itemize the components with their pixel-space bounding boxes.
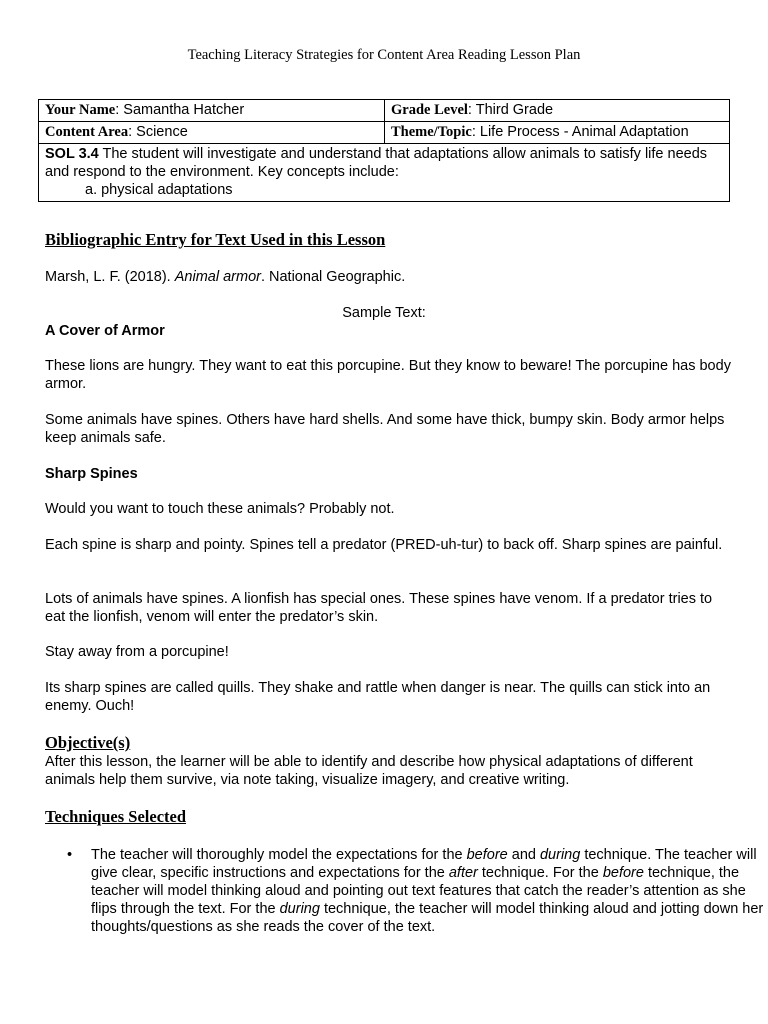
technique-before-1: before: [466, 847, 508, 863]
objectives-heading: Objective(s): [45, 733, 131, 752]
theme-value: : Life Process - Animal Adaptation: [471, 124, 689, 140]
content-area-cell: [39, 122, 385, 144]
paragraph-1: These lions are hungry. They want to eat this porcupine. But they know to beware! The porcupine has body armor.: [45, 358, 731, 392]
list-item: [67, 846, 768, 936]
name-cell: [39, 100, 385, 122]
sol-cell: [39, 144, 730, 202]
bullet-icon: •: [67, 847, 73, 863]
bibliography-entry: [45, 268, 735, 286]
techniques-heading: Techniques Selected: [45, 807, 187, 826]
technique-text-3: technique. The teacher will give clear, specific instructions and expectations for the: [91, 847, 757, 881]
lesson-info-table: [38, 99, 730, 202]
section-title-armor: A Cover of Armor: [45, 323, 165, 339]
techniques-list: [45, 846, 768, 936]
paragraph-5: Lots of animals have spines. A lionfish has special ones. These spines have venom. If a predator tries to eat the lionfish, venom will enter the predator’s skin.: [45, 591, 713, 625]
grade-value: : Third Grade: [467, 102, 554, 118]
technique-text-2: and: [507, 847, 540, 863]
technique-before-2: before: [602, 865, 644, 881]
document-title: Teaching Literacy Strategies for Content Area Reading Lesson Plan: [187, 47, 581, 63]
sample-text-label: Sample Text:: [342, 305, 426, 321]
technique-text-4: technique. For the: [477, 865, 603, 881]
name-value: : Samantha Hatcher: [115, 102, 245, 118]
grade-label: Grade Level: [391, 102, 468, 118]
paragraph-7: Its sharp spines are called quills. They shake and rattle when danger is near. The quills can stick into an enemy. Ouch!: [45, 680, 711, 714]
objectives-text: After this lesson, the learner will be able to identify and describe how physical adaptations of different animals help them survive, via note taking, visualize imagery, and creative writing.: [45, 754, 693, 788]
theme-label: Theme/Topic: [391, 124, 472, 140]
paragraph-4: Each spine is sharp and pointy. Spines tell a predator (PRED-uh-tur) to back off. Sharp spines are painful.: [45, 537, 723, 553]
grade-cell: [385, 100, 730, 122]
technique-during-2: during: [279, 901, 320, 917]
bibliography-prefix: Marsh, L. F. (2018).: [45, 269, 175, 285]
technique-after: after: [448, 865, 478, 881]
bibliography-heading: Bibliographic Entry for Text Used in this Lesson: [45, 230, 386, 249]
technique-text-6: technique, the teacher will model thinking aloud and jotting down her thoughts/questions as she reads the cover of the text.: [91, 901, 764, 935]
bibliography-suffix: . National Geographic.: [260, 269, 406, 285]
content-area-label: Content Area: [45, 124, 129, 140]
paragraph-2: Some animals have spines. Others have hard shells. And some have thick, bumpy skin. Body armor helps keep animals safe.: [45, 412, 725, 446]
sol-text: The student will investigate and understand that adaptations allow animals to satisfy life needs and respond to the environment. Key concepts include:: [45, 146, 708, 180]
bibliography-title: Animal armor: [174, 269, 261, 285]
paragraph-6: Stay away from a porcupine!: [45, 644, 229, 660]
content-area-value: : Science: [128, 124, 188, 140]
technique-text-1: The teacher will thoroughly model the expectations for the: [91, 847, 467, 863]
theme-cell: [385, 122, 730, 144]
sol-label: SOL 3.4: [45, 146, 99, 162]
section-title-spines: Sharp Spines: [45, 466, 138, 482]
sol-item: a. physical adaptations: [85, 182, 233, 198]
paragraph-3: Would you want to touch these animals? Probably not.: [45, 501, 395, 517]
name-label: Your Name: [45, 102, 116, 118]
technique-text-5: technique, the teacher will model thinking aloud and pointing out text features that catch the reader’s attention as she flips through the text. For the: [91, 865, 746, 917]
technique-during-1: during: [539, 847, 581, 863]
